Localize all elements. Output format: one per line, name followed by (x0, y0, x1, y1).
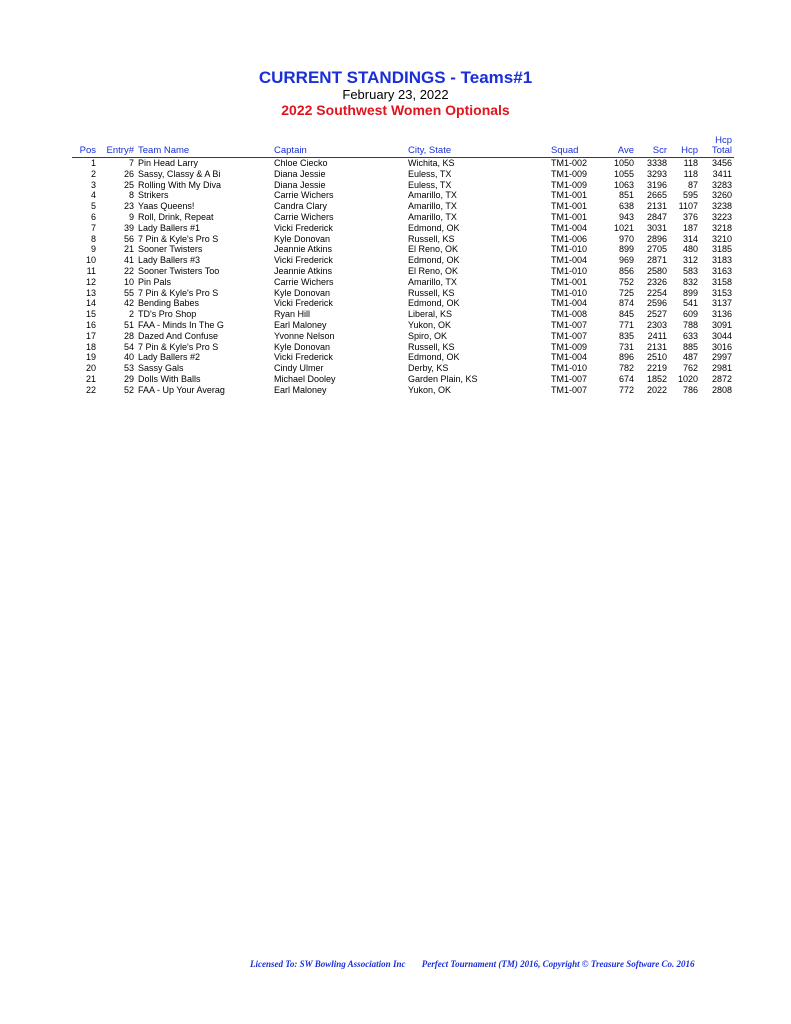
cell-squad: TM1-010 (551, 287, 588, 298)
cell-team-name: Sooner Twisters (138, 244, 203, 255)
col-header-entry: Entry# (98, 136, 136, 158)
cell-hcp: 786 (682, 384, 698, 395)
table-row (72, 190, 734, 201)
cell-team-name: Yaas Queens! (138, 201, 195, 212)
cell-hcp-total: 3136 (711, 309, 732, 320)
table-row (72, 255, 734, 266)
cell-hcp-total: 3153 (711, 287, 732, 298)
cell-scr: 2303 (646, 319, 667, 330)
cell-entry: 41 (123, 255, 134, 266)
cell-team-name: Lady Ballers #2 (138, 352, 201, 363)
cell-captain: Michael Dooley (274, 373, 336, 384)
cell-scr: 2871 (646, 255, 667, 266)
cell-team-name: FAA - Minds In The G (138, 319, 224, 330)
cell-team-name: 7 Pin & Kyle's Pro S (138, 287, 219, 298)
cell-hcp: 899 (682, 287, 698, 298)
table-row (72, 342, 734, 353)
cell-entry: 54 (123, 341, 134, 352)
cell-entry: 39 (123, 222, 134, 233)
cell-entry: 55 (123, 287, 134, 298)
cell-pos: 18 (85, 341, 96, 352)
cell-captain: Jeannie Atkins (274, 244, 333, 255)
cell-ave: 835 (618, 330, 634, 341)
table-row (72, 298, 734, 309)
table-row (72, 158, 734, 169)
cell-captain: Vicki Frederick (274, 352, 333, 363)
cell-squad: TM1-010 (551, 244, 588, 255)
cell-entry: 29 (123, 373, 134, 384)
cell-team-name: 7 Pin & Kyle's Pro S (138, 341, 219, 352)
cell-scr: 2665 (646, 190, 667, 201)
cell-city-state: Euless, TX (408, 168, 452, 179)
cell-captain: Vicki Frederick (274, 298, 333, 309)
cell-ave: 969 (618, 255, 634, 266)
cell-city-state: Edmond, OK (408, 298, 460, 309)
footer (250, 959, 750, 969)
cell-entry: 8 (128, 190, 134, 201)
cell-entry: 25 (123, 179, 134, 190)
cell-scr: 2219 (646, 363, 667, 374)
cell-city-state: Edmond, OK (408, 352, 460, 363)
cell-captain: Ryan Hill (274, 309, 311, 320)
cell-entry: 40 (123, 352, 134, 363)
cell-hcp-total: 3283 (711, 179, 732, 190)
cell-captain: Earl Maloney (274, 384, 327, 395)
cell-pos: 13 (85, 287, 96, 298)
cell-ave: 970 (618, 233, 634, 244)
report-header (0, 68, 791, 119)
col-header-pos: Pos (72, 136, 98, 158)
cell-pos: 22 (85, 384, 96, 395)
cell-captain: Chloe Ciecko (274, 158, 328, 168)
cell-city-state: Amarillo, TX (408, 211, 457, 222)
cell-squad: TM1-004 (551, 222, 588, 233)
cell-entry: 52 (123, 384, 134, 395)
cell-hcp: 885 (682, 341, 698, 352)
cell-scr: 2705 (646, 244, 667, 255)
cell-city-state: Garden Plain, KS (408, 373, 478, 384)
cell-scr: 3293 (646, 168, 667, 179)
cell-team-name: TD's Pro Shop (138, 309, 197, 320)
cell-ave: 782 (618, 363, 634, 374)
cell-pos: 11 (86, 265, 96, 276)
cell-pos: 21 (85, 373, 96, 384)
cell-hcp-total: 3016 (711, 341, 732, 352)
cell-entry: 26 (123, 168, 134, 179)
cell-team-name: Pin Pals (138, 276, 172, 287)
cell-city-state: Derby, KS (408, 363, 449, 374)
cell-city-state: Russell, KS (408, 341, 455, 352)
cell-squad: TM1-009 (551, 341, 588, 352)
cell-captain: Vicki Frederick (274, 222, 333, 233)
cell-city-state: El Reno, OK (408, 265, 459, 276)
cell-entry: 23 (123, 201, 134, 212)
standings-table-container (72, 136, 734, 396)
col-header-captain: Captain (272, 136, 406, 158)
cell-pos: 15 (85, 309, 96, 320)
cell-pos: 16 (85, 319, 96, 330)
cell-squad: TM1-007 (551, 330, 588, 341)
cell-city-state: Russell, KS (408, 233, 455, 244)
cell-hcp-total: 2997 (711, 352, 732, 363)
col-header-squad: Squad (549, 136, 604, 158)
table-row (72, 180, 734, 191)
cell-squad: TM1-002 (551, 158, 588, 168)
cell-captain: Yvonne Nelson (274, 330, 335, 341)
table-row (72, 234, 734, 245)
cell-scr: 2510 (646, 352, 667, 363)
cell-pos: 5 (90, 201, 96, 212)
cell-ave: 899 (618, 244, 634, 255)
table-row (72, 201, 734, 212)
cell-hcp-total: 2981 (711, 363, 732, 374)
cell-pos: 3 (90, 179, 96, 190)
cell-ave: 1055 (613, 168, 634, 179)
cell-city-state: Wichita, KS (408, 158, 455, 168)
col-header-scr: Scr (636, 136, 669, 158)
cell-squad: TM1-001 (551, 276, 588, 287)
cell-hcp-total: 3238 (711, 201, 732, 212)
cell-team-name: Dolls With Balls (138, 373, 201, 384)
cell-city-state: Yukon, OK (408, 319, 452, 330)
cell-entry: 28 (123, 330, 134, 341)
cell-squad: TM1-010 (551, 363, 588, 374)
cell-squad: TM1-006 (551, 233, 588, 244)
table-row (72, 309, 734, 320)
col-header-hcp-total (700, 136, 734, 158)
cell-entry: 10 (123, 276, 134, 287)
cell-pos: 7 (90, 222, 96, 233)
table-row (72, 212, 734, 223)
cell-hcp-total: 3158 (711, 276, 732, 287)
cell-hcp-total: 3137 (711, 298, 732, 309)
cell-ave: 874 (618, 298, 634, 309)
cell-team-name: FAA - Up Your Averag (138, 384, 225, 395)
cell-entry: 22 (123, 265, 134, 276)
standings-table (72, 136, 734, 396)
cell-captain: Kyle Donovan (274, 233, 331, 244)
cell-entry: 51 (123, 319, 134, 330)
cell-hcp-total: 3163 (711, 265, 732, 276)
cell-team-name: 7 Pin & Kyle's Pro S (138, 233, 219, 244)
cell-city-state: Amarillo, TX (408, 201, 457, 212)
cell-hcp: 118 (683, 158, 698, 168)
cell-squad: TM1-001 (551, 211, 588, 222)
cell-city-state: El Reno, OK (408, 244, 459, 255)
cell-entry: 7 (128, 158, 134, 168)
cell-pos: 2 (90, 168, 96, 179)
cell-city-state: Amarillo, TX (408, 276, 457, 287)
cell-entry: 42 (123, 298, 134, 309)
cell-hcp: 87 (687, 179, 698, 190)
cell-team-name: Bending Babes (138, 298, 200, 309)
cell-captain: Carrie Wichers (274, 211, 334, 222)
table-row (72, 363, 734, 374)
cell-pos: 12 (85, 276, 96, 287)
cell-pos: 14 (85, 298, 96, 309)
cell-team-name: Lady Ballers #3 (138, 255, 201, 266)
cell-ave: 638 (618, 201, 634, 212)
cell-scr: 3031 (646, 222, 667, 233)
cell-pos: 8 (90, 233, 96, 244)
table-row (72, 266, 734, 277)
cell-hcp: 832 (682, 276, 698, 287)
cell-pos: 1 (90, 158, 96, 168)
cell-squad: TM1-001 (551, 201, 588, 212)
cell-squad: TM1-007 (551, 373, 588, 384)
cell-hcp-total: 3183 (711, 255, 732, 266)
cell-scr: 2527 (646, 309, 667, 320)
cell-captain: Diana Jessie (274, 179, 326, 190)
cell-captain: Diana Jessie (274, 168, 326, 179)
cell-scr: 2131 (646, 201, 667, 212)
cell-hcp: 541 (682, 298, 698, 309)
table-row (72, 320, 734, 331)
cell-team-name: Dazed And Confuse (138, 330, 219, 341)
cell-scr: 2596 (646, 298, 667, 309)
report-date: February 23, 2022 (342, 87, 449, 102)
cell-squad: TM1-009 (551, 168, 588, 179)
cell-captain: Kyle Donovan (274, 287, 331, 298)
cell-pos: 6 (90, 211, 96, 222)
table-row (72, 223, 734, 234)
report-title: CURRENT STANDINGS - Teams#1 (258, 68, 533, 87)
cell-captain: Earl Maloney (274, 319, 327, 330)
event-name: 2022 Southwest Women Optionals (281, 102, 510, 118)
col-header-city-state: City, State (406, 136, 549, 158)
cell-ave: 674 (618, 373, 634, 384)
cell-team-name: Pin Head Larry (138, 158, 199, 168)
cell-squad: TM1-004 (551, 255, 588, 266)
cell-hcp-total: 3260 (711, 190, 732, 201)
cell-city-state: Spiro, OK (408, 330, 448, 341)
cell-entry: 53 (123, 363, 134, 374)
cell-hcp: 583 (682, 265, 698, 276)
cell-scr: 2022 (646, 384, 667, 395)
cell-pos: 9 (90, 244, 96, 255)
cell-hcp-total: 2872 (711, 373, 732, 384)
table-header-row (72, 136, 734, 158)
col-header-team-name: Team Name (136, 136, 272, 158)
cell-ave: 896 (618, 352, 634, 363)
cell-hcp-total: 3218 (711, 222, 732, 233)
table-row (72, 374, 734, 385)
license-text: Licensed To: SW Bowling Association Inc (250, 959, 406, 969)
cell-entry: 9 (128, 211, 134, 222)
cell-city-state: Edmond, OK (408, 255, 460, 266)
table-row (72, 288, 734, 299)
cell-scr: 2847 (646, 211, 667, 222)
cell-hcp: 1107 (678, 201, 698, 212)
cell-team-name: Sassy Gals (138, 363, 184, 374)
cell-pos: 10 (85, 255, 96, 266)
cell-entry: 2 (128, 309, 134, 320)
cell-captain: Carrie Wichers (274, 190, 334, 201)
cell-ave: 851 (618, 190, 634, 201)
col-header-ave: Ave (604, 136, 636, 158)
cell-scr: 3338 (646, 158, 667, 168)
table-row (72, 169, 734, 180)
cell-hcp: 118 (683, 168, 698, 179)
copyright-text: Perfect Tournament (TM) 2016, Copyright © Treasure Software Co. 2016 (421, 959, 695, 969)
cell-hcp: 480 (682, 244, 698, 255)
cell-city-state: Euless, TX (408, 179, 452, 190)
cell-squad: TM1-004 (551, 352, 588, 363)
cell-hcp-total: 2808 (711, 384, 732, 395)
cell-squad: TM1-010 (551, 265, 588, 276)
cell-squad: TM1-004 (551, 298, 588, 309)
cell-hcp-total: 3185 (711, 244, 732, 255)
cell-city-state: Russell, KS (408, 287, 455, 298)
cell-entry: 56 (123, 233, 134, 244)
cell-team-name: Roll, Drink, Repeat (138, 211, 214, 222)
table-row (72, 244, 734, 255)
cell-city-state: Yukon, OK (408, 384, 452, 395)
cell-scr: 2411 (647, 330, 667, 341)
col-header-hcp-total-line2: Total (711, 145, 732, 156)
cell-team-name: Sooner Twisters Too (138, 265, 220, 276)
cell-hcp: 1020 (677, 373, 698, 384)
table-row (72, 385, 734, 396)
cell-hcp: 187 (682, 222, 698, 233)
cell-hcp: 788 (682, 319, 698, 330)
cell-hcp: 595 (682, 190, 698, 201)
cell-squad: TM1-009 (551, 179, 588, 190)
cell-hcp-total: 3044 (711, 330, 732, 341)
cell-ave: 752 (618, 276, 634, 287)
cell-ave: 1050 (613, 158, 634, 168)
cell-hcp-total: 3091 (711, 319, 732, 330)
cell-ave: 731 (618, 341, 634, 352)
cell-captain: Candra Clary (274, 201, 328, 212)
cell-squad: TM1-007 (551, 319, 588, 330)
cell-team-name: Rolling With My Diva (138, 179, 222, 190)
cell-team-name: Lady Ballers #1 (138, 222, 201, 233)
table-row (72, 352, 734, 363)
cell-captain: Carrie Wichers (274, 276, 334, 287)
cell-captain: Kyle Donovan (274, 341, 331, 352)
cell-scr: 2254 (646, 287, 667, 298)
col-header-hcp-total-line1: Hcp (715, 135, 732, 146)
cell-scr: 2896 (646, 233, 667, 244)
cell-hcp: 312 (682, 255, 698, 266)
cell-ave: 725 (618, 287, 634, 298)
cell-pos: 4 (90, 190, 96, 201)
cell-pos: 19 (85, 352, 96, 363)
cell-pos: 17 (85, 330, 96, 341)
cell-scr: 2580 (646, 265, 667, 276)
cell-squad: TM1-008 (551, 309, 588, 320)
col-header-hcp: Hcp (669, 136, 700, 158)
table-row (72, 277, 734, 288)
cell-city-state: Amarillo, TX (408, 190, 457, 201)
cell-scr: 2131 (646, 341, 667, 352)
cell-hcp: 633 (682, 330, 698, 341)
cell-hcp-total: 3456 (711, 158, 732, 168)
cell-ave: 772 (618, 384, 634, 395)
cell-ave: 1021 (613, 222, 634, 233)
cell-pos: 20 (85, 363, 96, 374)
cell-team-name: Strikers (138, 190, 169, 201)
cell-city-state: Liberal, KS (408, 309, 453, 320)
cell-entry: 21 (123, 244, 134, 255)
cell-squad: TM1-007 (551, 384, 588, 395)
cell-hcp-total: 3210 (711, 233, 732, 244)
table-row (72, 331, 734, 342)
cell-ave: 856 (618, 265, 634, 276)
cell-scr: 2326 (646, 276, 667, 287)
cell-ave: 845 (618, 309, 634, 320)
cell-hcp: 376 (682, 211, 698, 222)
cell-city-state: Edmond, OK (408, 222, 460, 233)
cell-hcp: 314 (682, 233, 698, 244)
cell-ave: 1063 (613, 179, 634, 190)
cell-captain: Vicki Frederick (274, 255, 333, 266)
cell-hcp: 609 (682, 309, 698, 320)
cell-ave: 771 (618, 319, 634, 330)
cell-scr: 1852 (646, 373, 667, 384)
standings-body (72, 158, 734, 396)
cell-captain: Cindy Ulmer (274, 363, 324, 374)
cell-hcp: 762 (682, 363, 698, 374)
cell-squad: TM1-001 (551, 190, 588, 201)
cell-captain: Jeannie Atkins (274, 265, 333, 276)
cell-team-name: Sassy, Classy & A Bi (138, 168, 221, 179)
cell-hcp: 487 (682, 352, 698, 363)
cell-hcp-total: 3223 (711, 211, 732, 222)
cell-ave: 943 (618, 211, 634, 222)
cell-scr: 3196 (646, 179, 667, 190)
cell-hcp-total: 3411 (712, 168, 732, 179)
